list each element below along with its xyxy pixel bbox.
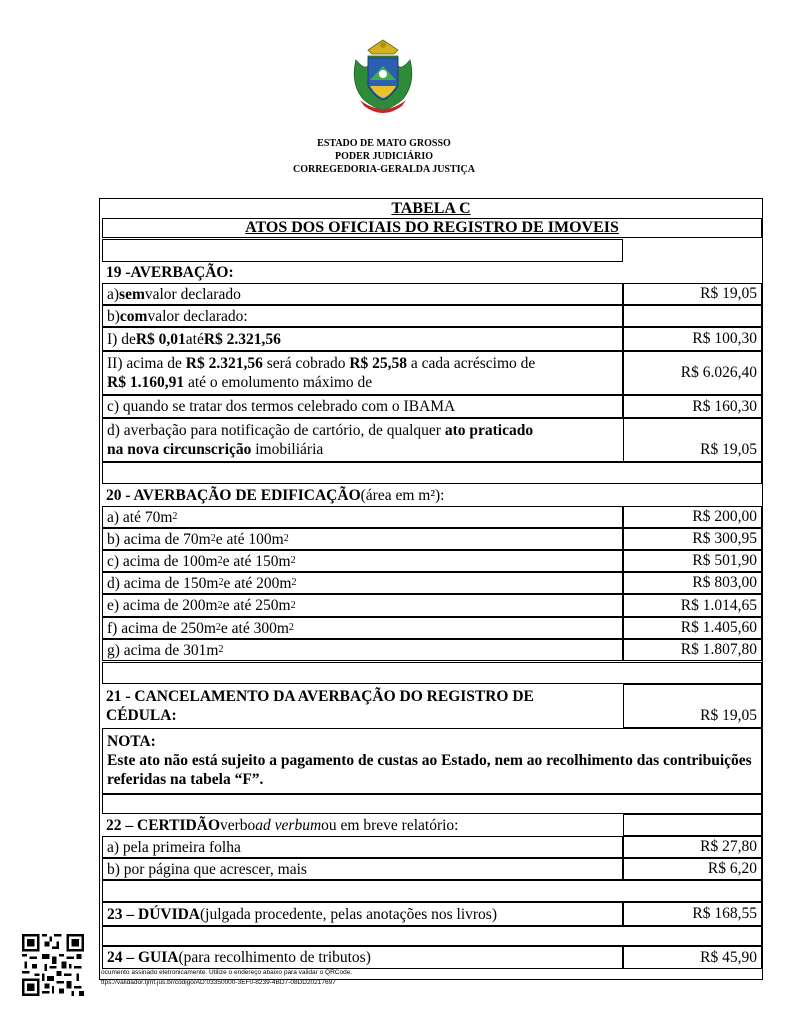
row-label: b) acima de 70m 2 e até 100m 2: [102, 528, 623, 550]
table-row: [100, 305, 762, 327]
blank-row: [100, 794, 762, 814]
section-21-title: 21 - CANCELAMENTO DA AVERBAÇÃO DO REGISTRO DE: [106, 688, 534, 705]
table-row: [100, 858, 762, 880]
header-state: ESTADO DE MATO GROSSO: [317, 138, 451, 149]
table-row: [100, 639, 762, 661]
row-price: R$ 200,00: [623, 506, 762, 528]
section-21-title-2: CÉDULA:: [106, 707, 177, 724]
row-price: R$ 6.026,40: [623, 351, 762, 395]
footer-validation-url[interactable]: ttps://validador.tjmt.jus.br/codigo/AD:03350000-3EF0-8239-4BD7-08DD20217697: [101, 979, 336, 986]
section-20-note: (área em m²):: [360, 486, 445, 504]
row-price: R$ 803,00: [623, 572, 762, 594]
section-22-header: 22 – CERTIDÃO verbo ad verbum ou em breve relatório:: [100, 814, 762, 836]
row-price-empty: [623, 814, 762, 836]
section-19-title: AVERBAÇÃO:: [130, 264, 234, 281]
row-label: a) pela primeira folha: [102, 836, 623, 858]
nota-text: Este ato não está sujeito a pagamento de custas ao Estado, nem ao recolhimento das contribuições referidas na tabela “F”.: [107, 752, 752, 788]
row-label: a) até 70m 2: [102, 506, 623, 528]
blank-cell: [102, 239, 623, 262]
row-price: R$ 100,30: [623, 327, 762, 351]
section-20-title: 20 - AVERBAÇÃO DE EDIFICAÇÃO: [106, 486, 361, 504]
table-row: [100, 528, 762, 550]
document-header: [250, 137, 518, 176]
row-price: R$ 300,95: [623, 528, 762, 550]
row-label: I) de R$ 0,01 até R$ 2.321,56: [102, 327, 623, 351]
row-price: R$ 19,05: [623, 684, 762, 728]
section-23-row: 23 – DÚVIDA (julgada procedente, pelas anotações nos livros) R$ 168,55: [100, 902, 762, 926]
section-21-row: [100, 684, 762, 728]
fee-table: [99, 198, 763, 980]
row-label: b) com valor declarado:: [102, 305, 623, 327]
row-label: c) quando se tratar dos termos celebrado com o IBAMA: [102, 395, 623, 418]
row-price: R$ 1.405,60: [623, 617, 762, 639]
nota-title: NOTA:: [107, 733, 156, 750]
row-price: R$ 19,05: [623, 283, 762, 305]
section-20-header: [100, 484, 762, 506]
row-label: d) averbação para notificação de cartório, de qualquer ato praticado na nova circunscrição imobiliária: [102, 418, 623, 462]
row-price: R$ 27,80: [623, 836, 762, 858]
section-23-title: 23 – DÚVIDA: [107, 905, 200, 923]
row-label: g) acima de 301m 2: [102, 639, 623, 661]
blank-row: [100, 880, 762, 902]
row-price: R$ 6,20: [623, 858, 762, 880]
table-title: TABELA C: [391, 200, 471, 217]
row-price-empty: [623, 305, 762, 327]
table-row: [100, 550, 762, 572]
footer-signature-note: ocumento assinado eletronicamente. Utilize o endereço abaixo para validar o QRCode.: [101, 969, 353, 976]
table-row: [100, 351, 762, 395]
validation-qr-code[interactable]: [22, 934, 84, 996]
table-row: [100, 836, 762, 858]
table-subtitle: ATOS DOS OFICIAIS DO REGISTRO DE IMOVEIS: [102, 218, 762, 238]
row-label: e) acima de 200m 2 e até 250m 2: [102, 594, 623, 617]
table-row: [100, 572, 762, 594]
table-row: [100, 418, 762, 462]
table-row: [100, 506, 762, 528]
blank-row: [100, 662, 762, 684]
section-19-header: [100, 262, 762, 283]
table-row: [100, 327, 762, 351]
row-price: R$ 168,55: [623, 902, 762, 926]
row-label: b) por página que acrescer, mais: [102, 858, 623, 880]
blank-row: [100, 239, 762, 262]
header-corregedoria: CORREGEDORIA-GERALDA JUSTIÇA: [293, 164, 475, 175]
row-label: a) sem valor declarado: [102, 283, 623, 305]
section-19-number: 19 -: [106, 264, 131, 281]
section-24-row: 24 – GUIA (para recolhimento de tributos) R$ 45,90: [100, 946, 762, 969]
row-price: R$ 19,05: [623, 418, 762, 462]
blank-row: [100, 462, 762, 484]
row-price: R$ 501,90: [623, 550, 762, 572]
row-price: R$ 45,90: [623, 946, 762, 969]
table-row: [100, 395, 762, 418]
row-price: R$ 1.014,65: [623, 594, 762, 617]
nota-row: [100, 728, 762, 794]
table-row: [100, 617, 762, 639]
row-label: II) acima de R$ 2.321,56 será cobrado R$ 25,58 a cada acréscimo de R$ 1.160,91 até o emolumento máximo de: [102, 351, 623, 395]
section-24-title: 24 – GUIA: [107, 949, 179, 966]
blank-row: [100, 926, 762, 946]
section-22-title: 22 – CERTIDÃO: [106, 816, 220, 834]
row-price: R$ 1.807,80: [623, 639, 762, 661]
row-label: c) acima de 100m 2 e até 150m 2: [102, 550, 623, 572]
state-coat-of-arms: [350, 36, 416, 114]
row-label: f) acima de 250m 2 e até 300m 2: [102, 617, 623, 639]
signature-footer: [101, 968, 352, 988]
table-row: [100, 283, 762, 305]
header-judiciary: PODER JUDICIÁRIO: [334, 151, 434, 162]
row-price: R$ 160,30: [623, 395, 762, 418]
table-row: [100, 594, 762, 617]
row-label: d) acima de 150m 2 e até 200m 2: [102, 572, 623, 594]
